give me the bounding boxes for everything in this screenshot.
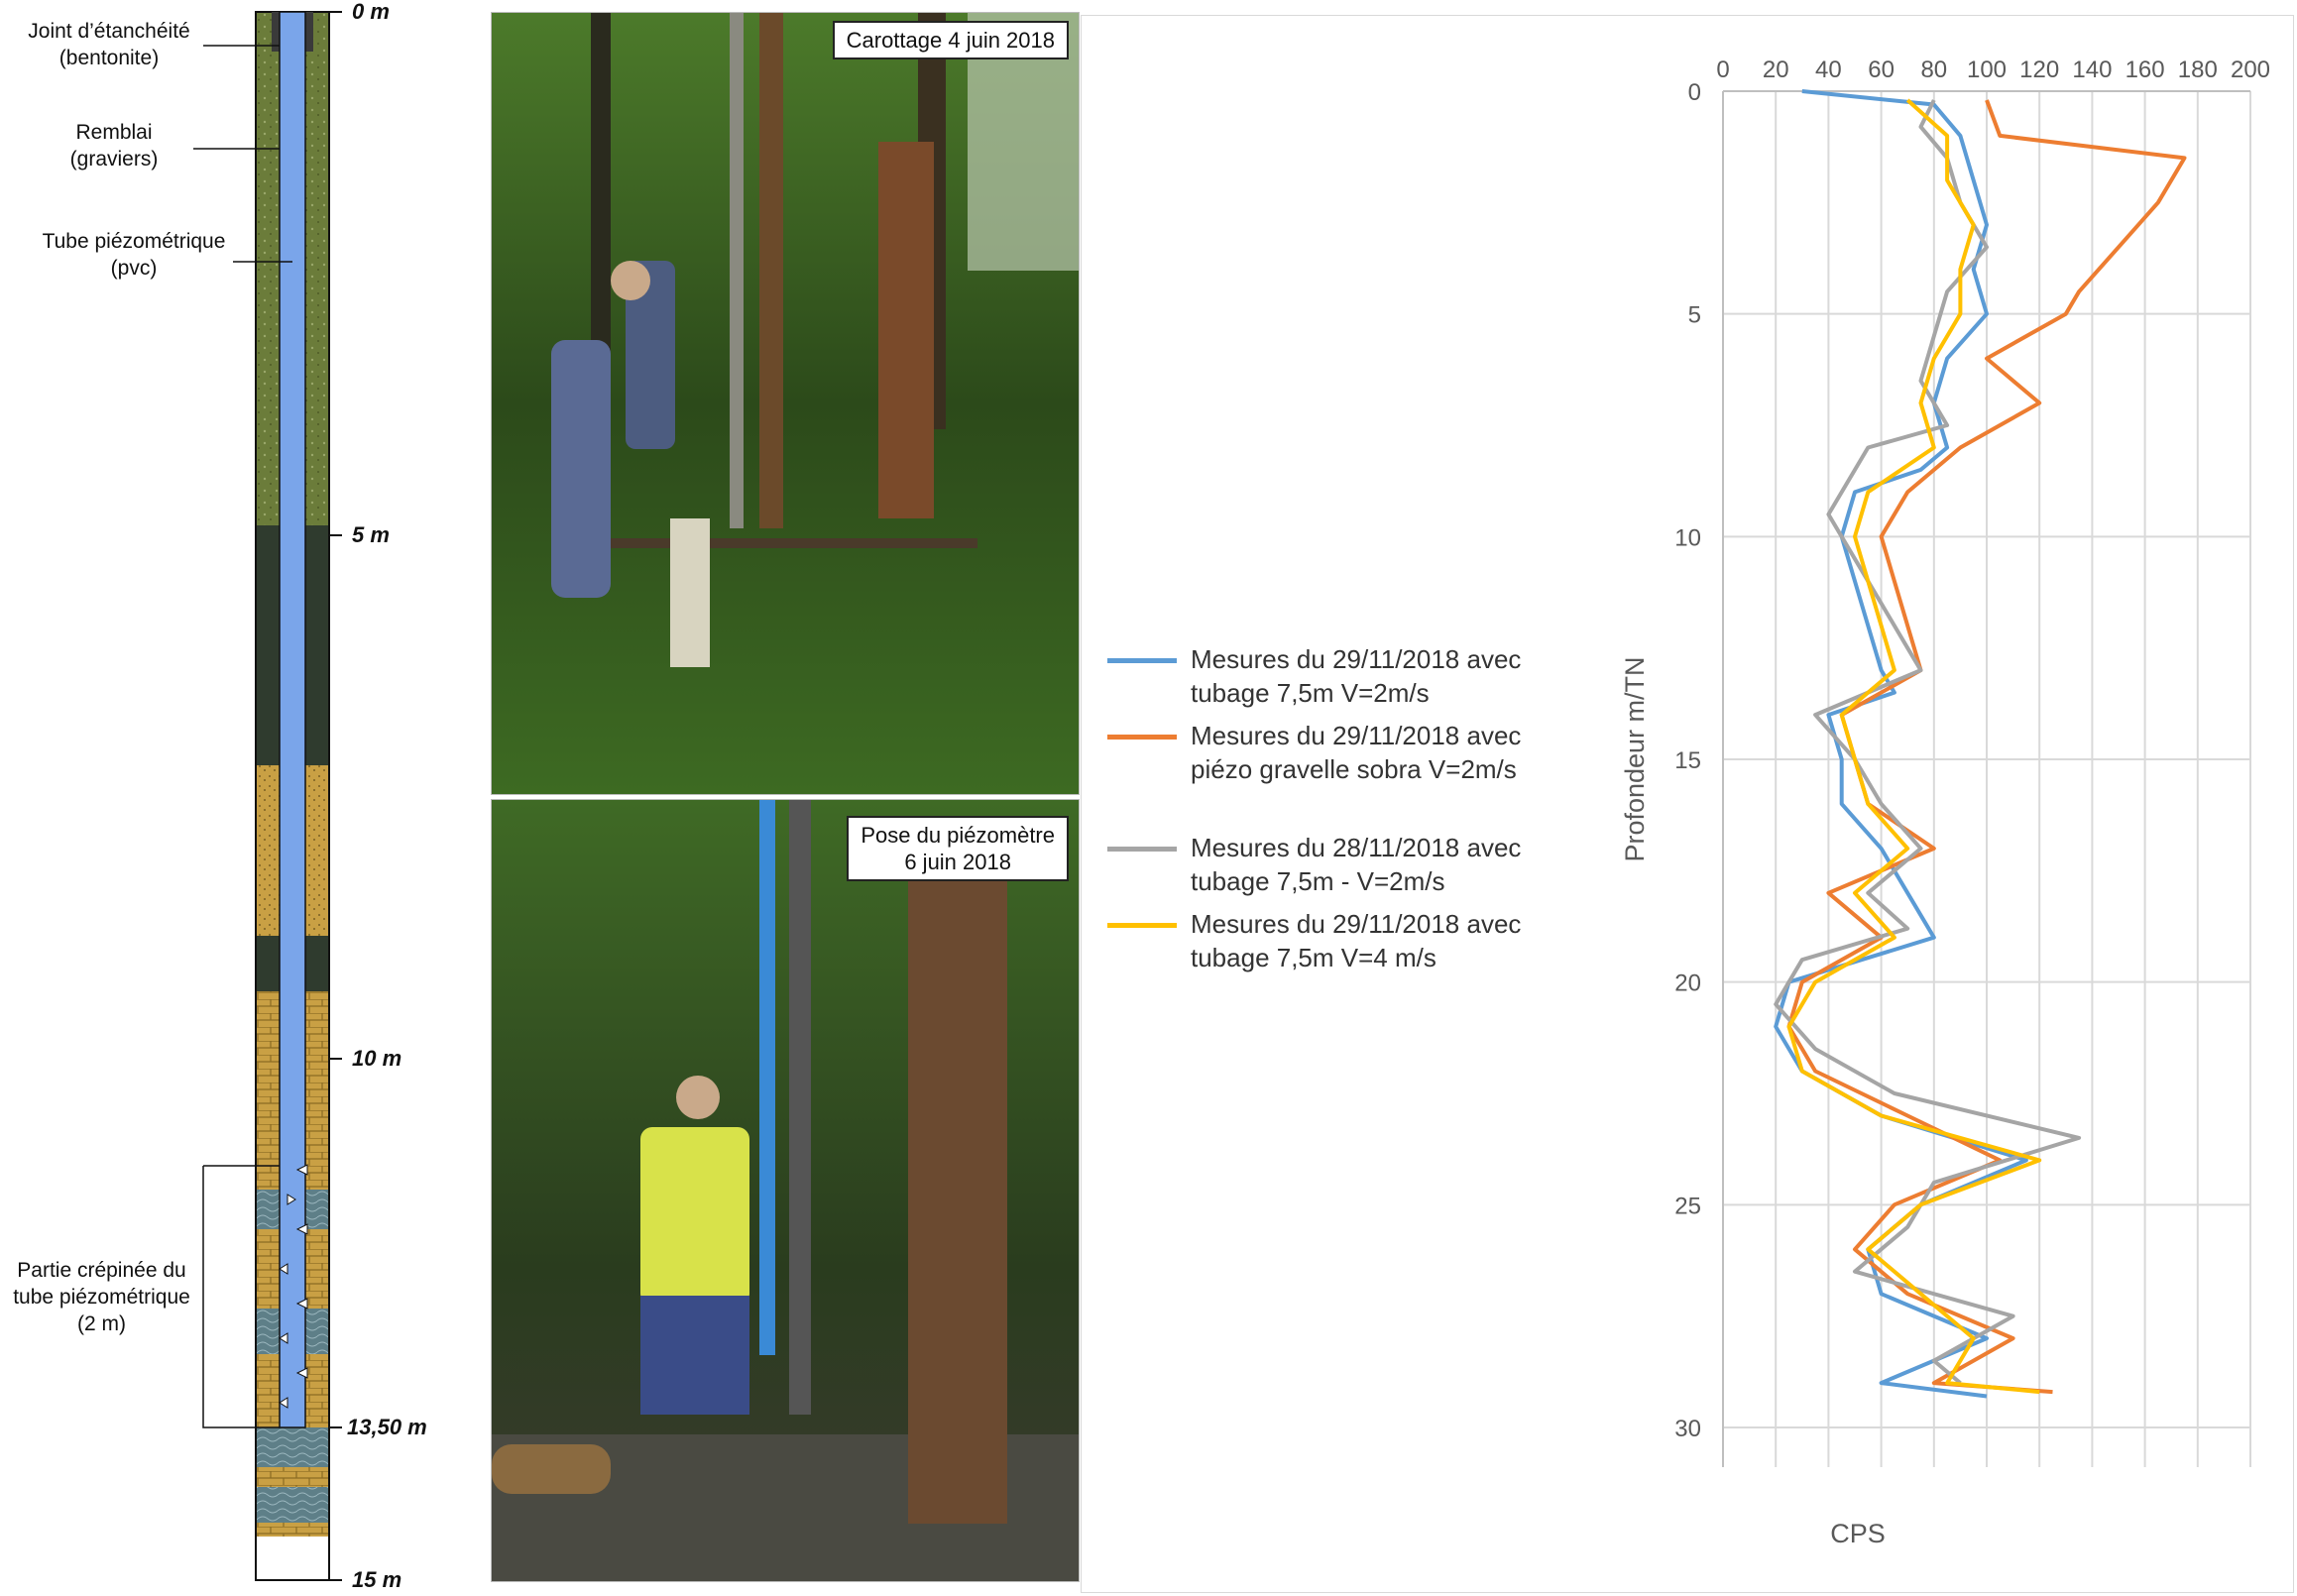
y-tick-label: 5: [1687, 301, 1701, 329]
x-tick-label: 180: [2177, 57, 2218, 83]
x-tick-label: 120: [2019, 57, 2060, 83]
y-axis-label: Profondeur m/TN: [1620, 656, 1650, 862]
depth-13-50: 13,50 m: [347, 1415, 427, 1439]
legend-label-orange: Mesures du 29/11/2018 avec piézo gravelle sobra V=2m/s: [1191, 721, 1522, 784]
series-line-2: [1776, 100, 2079, 1383]
caption-pose-piezometre: Pose du piézomètre 6 juin 2018: [847, 816, 1069, 881]
legend-label-gray: Mesures du 28/11/2018 avec tubage 7,5m - V=2m/s: [1191, 833, 1522, 896]
x-tick-label: 200: [2230, 57, 2271, 83]
label-tube: Tube piézométrique (pvc): [42, 230, 226, 280]
depth-15: 15 m: [352, 1567, 402, 1592]
x-tick-label: 160: [2125, 57, 2165, 83]
x-tick-label: 40: [1815, 57, 1842, 83]
x-tick-label: 60: [1868, 57, 1895, 83]
label-crepine: Partie crépinée du tube piézométrique (2 m): [13, 1259, 190, 1335]
x-tick-label: 140: [2072, 57, 2113, 83]
y-tick-label: 10: [1674, 524, 1701, 552]
y-tick-label: 25: [1674, 1193, 1701, 1220]
depth-0: 0 m: [352, 0, 390, 24]
legend-label-blue: Mesures du 29/11/2018 avec tubage 7,5m V=2m/s: [1191, 644, 1522, 708]
x-tick-label: 20: [1762, 57, 1789, 83]
y-tick-label: 30: [1674, 1416, 1701, 1442]
depth-5: 5 m: [352, 522, 390, 547]
label-joint: Joint d’étanchéité (bentonite): [28, 20, 190, 69]
y-tick-label: 0: [1687, 79, 1701, 106]
x-tick-label: 0: [1716, 57, 1730, 83]
depth-10: 10 m: [352, 1046, 402, 1071]
y-tick-label: 15: [1674, 747, 1701, 774]
legend-label-yellow: Mesures du 29/11/2018 avec tubage 7,5m V=4 m/s: [1191, 909, 1522, 972]
caption-carottage: Carottage 4 juin 2018: [833, 21, 1069, 59]
label-remblai: Remblai (graviers): [69, 121, 159, 171]
y-tick-label: 20: [1674, 969, 1701, 997]
x-tick-label: 80: [1920, 57, 1948, 83]
x-axis-label: CPS: [1830, 1519, 1886, 1548]
x-tick-label: 100: [1966, 57, 2008, 83]
